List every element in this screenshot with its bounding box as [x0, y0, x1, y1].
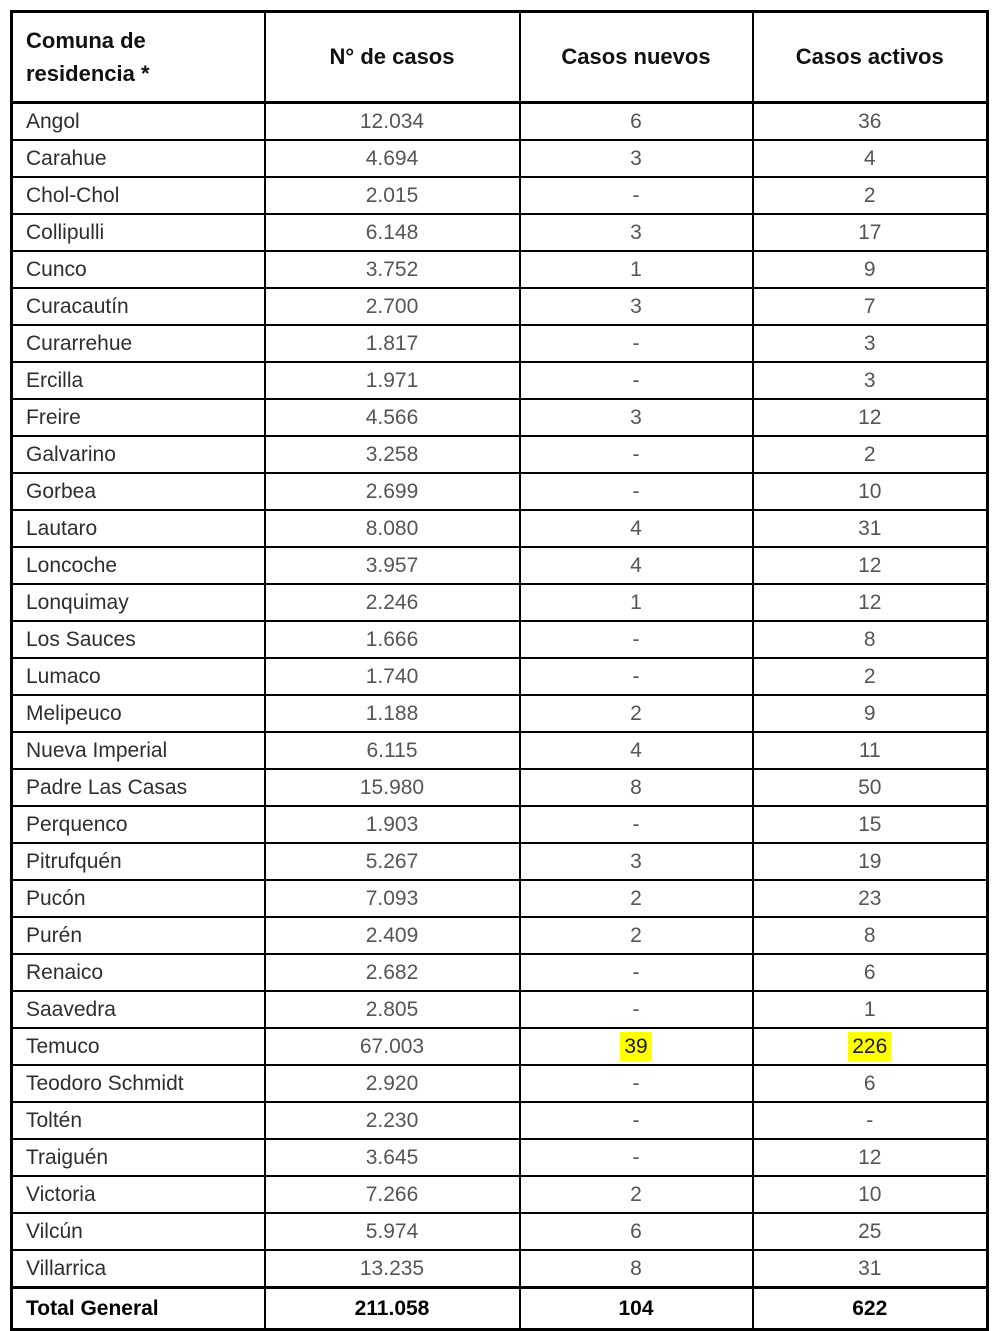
comuna-cell: Traiguén — [12, 1139, 265, 1176]
column-header-casos: N° de casos — [265, 12, 520, 103]
table-row — [12, 177, 988, 214]
nuevos-cell: - — [520, 1102, 753, 1139]
nuevos-cell: - — [520, 362, 753, 399]
casos-cell: 4.694 — [265, 140, 520, 177]
table-row — [12, 621, 988, 658]
activos-cell: 10 — [753, 1176, 988, 1213]
comuna-cell: Galvarino — [12, 436, 265, 473]
comuna-cell: Curarrehue — [12, 325, 265, 362]
nuevos-cell: - — [520, 1065, 753, 1102]
casos-cell: 1.903 — [265, 806, 520, 843]
table-row — [12, 843, 988, 880]
table-row — [12, 436, 988, 473]
table-row — [12, 1139, 988, 1176]
column-header-nuevos: Casos nuevos — [520, 12, 753, 103]
activos-cell: 7 — [753, 288, 988, 325]
comuna-cell: Padre Las Casas — [12, 769, 265, 806]
nuevos-cell: - — [520, 621, 753, 658]
covid-cases-table — [10, 10, 989, 1331]
comuna-cell: Cunco — [12, 251, 265, 288]
casos-cell: 7.093 — [265, 880, 520, 917]
activos-cell: 10 — [753, 473, 988, 510]
nuevos-cell: - — [520, 473, 753, 510]
casos-cell: 7.266 — [265, 1176, 520, 1213]
comuna-cell: Renaico — [12, 954, 265, 991]
activos-cell: 8 — [753, 621, 988, 658]
comuna-cell: Collipulli — [12, 214, 265, 251]
table-row — [12, 1028, 988, 1065]
activos-cell: 12 — [753, 584, 988, 621]
activos-cell: 17 — [753, 214, 988, 251]
activos-cell: 50 — [753, 769, 988, 806]
comuna-cell: Vilcún — [12, 1213, 265, 1250]
casos-cell: 1.971 — [265, 362, 520, 399]
activos-cell: 2 — [753, 436, 988, 473]
total-row — [12, 1288, 988, 1330]
activos-cell: 6 — [753, 1065, 988, 1102]
activos-cell: 15 — [753, 806, 988, 843]
table-row — [12, 732, 988, 769]
total-casos-value: 211.058 — [265, 1288, 520, 1330]
comuna-cell: Perquenco — [12, 806, 265, 843]
comuna-cell: Carahue — [12, 140, 265, 177]
activos-cell: 12 — [753, 1139, 988, 1176]
activos-cell: - — [753, 1102, 988, 1139]
nuevos-cell: 2 — [520, 917, 753, 954]
comuna-cell: Villarrica — [12, 1250, 265, 1288]
comuna-cell: Toltén — [12, 1102, 265, 1139]
nuevos-cell: 2 — [520, 695, 753, 732]
activos-cell: 23 — [753, 880, 988, 917]
table-row — [12, 917, 988, 954]
casos-cell: 67.003 — [265, 1028, 520, 1065]
activos-cell: 31 — [753, 1250, 988, 1288]
casos-cell: 6.115 — [265, 732, 520, 769]
highlighted-value: 226 — [848, 1032, 891, 1061]
nuevos-cell: 3 — [520, 399, 753, 436]
comuna-cell: Melipeuco — [12, 695, 265, 732]
casos-cell: 1.817 — [265, 325, 520, 362]
casos-cell: 3.752 — [265, 251, 520, 288]
nuevos-cell: 2 — [520, 1176, 753, 1213]
nuevos-cell — [520, 1028, 753, 1065]
comuna-cell: Victoria — [12, 1176, 265, 1213]
table-row — [12, 473, 988, 510]
comuna-cell: Loncoche — [12, 547, 265, 584]
nuevos-cell: - — [520, 1139, 753, 1176]
casos-cell: 2.699 — [265, 473, 520, 510]
comuna-cell: Pitrufquén — [12, 843, 265, 880]
casos-cell: 5.974 — [265, 1213, 520, 1250]
comuna-cell: Ercilla — [12, 362, 265, 399]
table-row — [12, 880, 988, 917]
nuevos-cell: - — [520, 177, 753, 214]
nuevos-cell: 4 — [520, 732, 753, 769]
casos-cell: 2.805 — [265, 991, 520, 1028]
casos-cell: 1.740 — [265, 658, 520, 695]
highlighted-value: 39 — [620, 1032, 651, 1061]
table-row — [12, 1213, 988, 1250]
comuna-cell: Freire — [12, 399, 265, 436]
activos-cell: 3 — [753, 362, 988, 399]
activos-cell: 9 — [753, 251, 988, 288]
table-row — [12, 769, 988, 806]
activos-cell: 12 — [753, 399, 988, 436]
casos-cell: 2.700 — [265, 288, 520, 325]
nuevos-cell: 8 — [520, 1250, 753, 1288]
total-label: Total General — [12, 1288, 265, 1330]
table-row — [12, 1102, 988, 1139]
table-row — [12, 251, 988, 288]
table-row — [12, 954, 988, 991]
table-row — [12, 1065, 988, 1102]
table-row — [12, 399, 988, 436]
total-activos-value: 622 — [753, 1288, 988, 1330]
nuevos-cell: 3 — [520, 214, 753, 251]
casos-cell: 3.645 — [265, 1139, 520, 1176]
table-row — [12, 103, 988, 141]
table-row — [12, 991, 988, 1028]
casos-cell: 12.034 — [265, 103, 520, 141]
nuevos-cell: 3 — [520, 843, 753, 880]
table-row — [12, 547, 988, 584]
activos-cell: 1 — [753, 991, 988, 1028]
nuevos-cell: 3 — [520, 288, 753, 325]
nuevos-cell: - — [520, 658, 753, 695]
casos-cell: 1.666 — [265, 621, 520, 658]
nuevos-cell: 3 — [520, 140, 753, 177]
casos-cell: 8.080 — [265, 510, 520, 547]
casos-cell: 6.148 — [265, 214, 520, 251]
table-row — [12, 584, 988, 621]
table-row — [12, 140, 988, 177]
nuevos-cell: 6 — [520, 103, 753, 141]
casos-cell: 2.246 — [265, 584, 520, 621]
casos-cell: 15.980 — [265, 769, 520, 806]
activos-cell: 11 — [753, 732, 988, 769]
activos-cell: 9 — [753, 695, 988, 732]
table-row — [12, 362, 988, 399]
nuevos-cell: - — [520, 325, 753, 362]
total-nuevos-value: 104 — [520, 1288, 753, 1330]
comuna-cell: Teodoro Schmidt — [12, 1065, 265, 1102]
casos-cell: 2.015 — [265, 177, 520, 214]
casos-cell: 4.566 — [265, 399, 520, 436]
comuna-cell: Chol-Chol — [12, 177, 265, 214]
activos-cell: 2 — [753, 658, 988, 695]
nuevos-cell: 4 — [520, 510, 753, 547]
nuevos-cell: 8 — [520, 769, 753, 806]
casos-cell: 3.957 — [265, 547, 520, 584]
comuna-cell: Saavedra — [12, 991, 265, 1028]
table-row — [12, 214, 988, 251]
comuna-cell: Lonquimay — [12, 584, 265, 621]
activos-cell: 36 — [753, 103, 988, 141]
table-row — [12, 510, 988, 547]
nuevos-cell: 1 — [520, 251, 753, 288]
activos-cell: 19 — [753, 843, 988, 880]
comuna-cell: Lautaro — [12, 510, 265, 547]
activos-cell: 8 — [753, 917, 988, 954]
activos-cell: 6 — [753, 954, 988, 991]
activos-cell: 25 — [753, 1213, 988, 1250]
table-row — [12, 1176, 988, 1213]
column-header-comuna-label: Comuna de residencia * — [26, 28, 150, 86]
nuevos-cell: - — [520, 991, 753, 1028]
comuna-cell: Gorbea — [12, 473, 265, 510]
casos-cell: 2.920 — [265, 1065, 520, 1102]
comuna-cell: Nueva Imperial — [12, 732, 265, 769]
column-header-comuna — [12, 12, 265, 103]
nuevos-cell: - — [520, 436, 753, 473]
table-row — [12, 1250, 988, 1288]
table-row — [12, 806, 988, 843]
comuna-cell: Pucón — [12, 880, 265, 917]
nuevos-cell: - — [520, 806, 753, 843]
casos-cell: 2.409 — [265, 917, 520, 954]
comuna-cell: Lumaco — [12, 658, 265, 695]
comuna-cell: Temuco — [12, 1028, 265, 1065]
nuevos-cell: - — [520, 954, 753, 991]
activos-cell: 4 — [753, 140, 988, 177]
activos-cell: 12 — [753, 547, 988, 584]
header-row — [12, 12, 988, 103]
nuevos-cell: 6 — [520, 1213, 753, 1250]
table-body — [12, 103, 988, 1288]
comuna-cell: Angol — [12, 103, 265, 141]
nuevos-cell: 2 — [520, 880, 753, 917]
nuevos-cell: 4 — [520, 547, 753, 584]
table-row — [12, 695, 988, 732]
activos-cell — [753, 1028, 988, 1065]
activos-cell: 2 — [753, 177, 988, 214]
table-row — [12, 658, 988, 695]
comuna-cell: Los Sauces — [12, 621, 265, 658]
activos-cell: 31 — [753, 510, 988, 547]
casos-cell: 3.258 — [265, 436, 520, 473]
casos-cell: 1.188 — [265, 695, 520, 732]
casos-cell: 13.235 — [265, 1250, 520, 1288]
comuna-cell: Purén — [12, 917, 265, 954]
comuna-cell: Curacautín — [12, 288, 265, 325]
casos-cell: 5.267 — [265, 843, 520, 880]
casos-cell: 2.682 — [265, 954, 520, 991]
casos-cell: 2.230 — [265, 1102, 520, 1139]
nuevos-cell: 1 — [520, 584, 753, 621]
table-row — [12, 325, 988, 362]
column-header-activos: Casos activos — [753, 12, 988, 103]
table-row — [12, 288, 988, 325]
activos-cell: 3 — [753, 325, 988, 362]
